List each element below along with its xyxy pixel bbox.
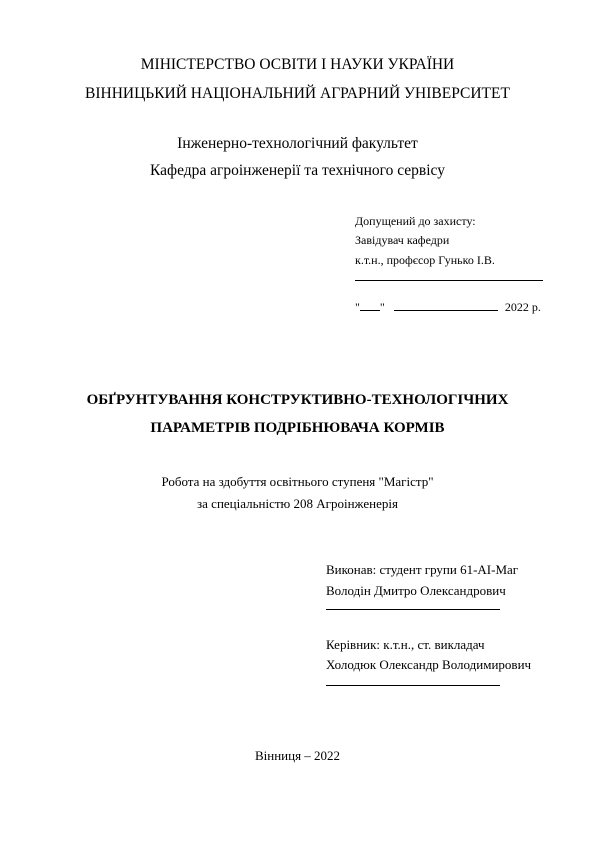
quote-open: "	[355, 300, 360, 314]
university-name: ВІННИЦЬКИЙ НАЦІОНАЛЬНИЙ АГРАРНИЙ УНІВЕРСИТЕТ	[85, 85, 510, 102]
approval-date-line	[355, 298, 541, 315]
work-title-line1: ОБҐРУНТУВАННЯ КОНСТРУКТИВНО-ТЕХНОЛОГІЧНИХ	[86, 392, 509, 408]
department-name: Кафедра агроінженерії та технічного сервісу	[150, 162, 445, 179]
head-signature-line	[355, 280, 543, 281]
author-role: Виконав: студент групи 61-АІ-Маг	[326, 562, 519, 577]
author-signature-line	[326, 609, 500, 610]
approval-year: 2022 р.	[504, 300, 541, 314]
ministry-name: МІНІСТЕРСТВО ОСВІТИ І НАУКИ УКРАЇНИ	[140, 56, 455, 73]
author-name: Володін Дмитро Олександрович	[326, 583, 506, 598]
supervisor-role: Керівник: к.т.н., ст. викладач	[326, 637, 485, 652]
supervisor-name: Холодюк Олександр Володимирович	[326, 657, 532, 672]
city-year: Вінниця – 2022	[254, 748, 341, 763]
day-blank	[360, 298, 380, 311]
supervisor-signature-line	[326, 685, 500, 686]
work-title-line2: ПАРАМЕТРІВ ПОДРІБНЮВАЧА КОРМІВ	[150, 420, 445, 436]
quote-close: "	[379, 300, 385, 314]
head-title: Завідувач кафедри	[355, 233, 450, 247]
head-name: к.т.н., профєсор Гунько І.В.	[355, 253, 495, 267]
degree-text: Робота на здобуття освітнього ступеня "Магістр"	[161, 474, 434, 489]
admitted-label: Допущений до захисту:	[355, 214, 476, 228]
specialty-text: за спеціальністю 208 Агроінженерія	[197, 496, 398, 511]
faculty-name: Інженерно-технологічний факультет	[177, 135, 418, 152]
month-blank	[394, 298, 498, 311]
